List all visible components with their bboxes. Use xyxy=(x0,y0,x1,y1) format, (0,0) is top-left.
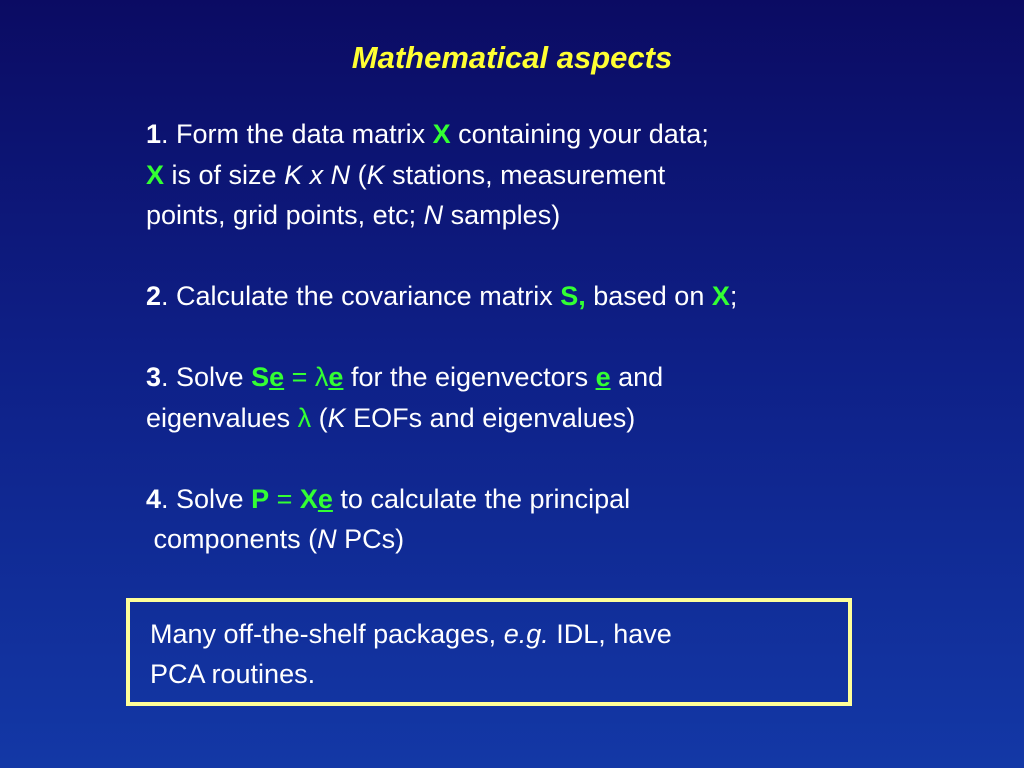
note-line-1: Many off-the-shelf packages, e.g. IDL, have xyxy=(150,619,672,649)
step-3-line-2: eigenvalues λ (K EOFs and eigenvalues) xyxy=(146,402,636,433)
equals-sign: = xyxy=(269,483,300,514)
step-2-line-1: 2. Calculate the covariance matrix S, based on X; xyxy=(146,281,738,311)
step-4-line-1: 4. Solve P = Xe to calculate the principal xyxy=(146,483,631,514)
matrix-symbol: S xyxy=(251,362,270,392)
step-number: 4 xyxy=(146,483,162,514)
step-number: 1 xyxy=(146,119,162,149)
matrix-symbol: X xyxy=(146,159,165,190)
lambda-symbol: λ xyxy=(297,402,312,433)
equals-lambda: = λ xyxy=(284,362,329,392)
note-box xyxy=(126,598,852,706)
vector-symbol: e xyxy=(595,362,611,392)
steps-list xyxy=(146,114,946,560)
step-number: 2 xyxy=(146,281,162,311)
matrix-symbol: P xyxy=(251,483,270,514)
step-number: 3 xyxy=(146,362,162,392)
vector-symbol: e xyxy=(328,362,344,392)
step-3-line-1: 3. Solve Se = λe for the eigenvectors e and xyxy=(146,362,664,392)
vector-symbol: e xyxy=(269,362,285,392)
step-1-line-1: 1. Form the data matrix X containing your data; xyxy=(146,119,709,149)
vector-symbol: e xyxy=(317,483,333,514)
step-1-line-2: X is of size K x N (K stations, measurement xyxy=(146,159,666,190)
slide-title: Mathematical aspects xyxy=(351,40,673,75)
note-line-2: PCA routines. xyxy=(150,659,316,689)
matrix-symbol: X xyxy=(711,281,730,311)
matrix-symbol: S, xyxy=(560,281,586,311)
matrix-symbol: X xyxy=(299,483,318,514)
step-1-line-3: points, grid points, etc; N samples) xyxy=(146,200,561,230)
step-4-line-2: components (N PCs) xyxy=(146,524,405,554)
matrix-symbol: X xyxy=(432,119,451,149)
